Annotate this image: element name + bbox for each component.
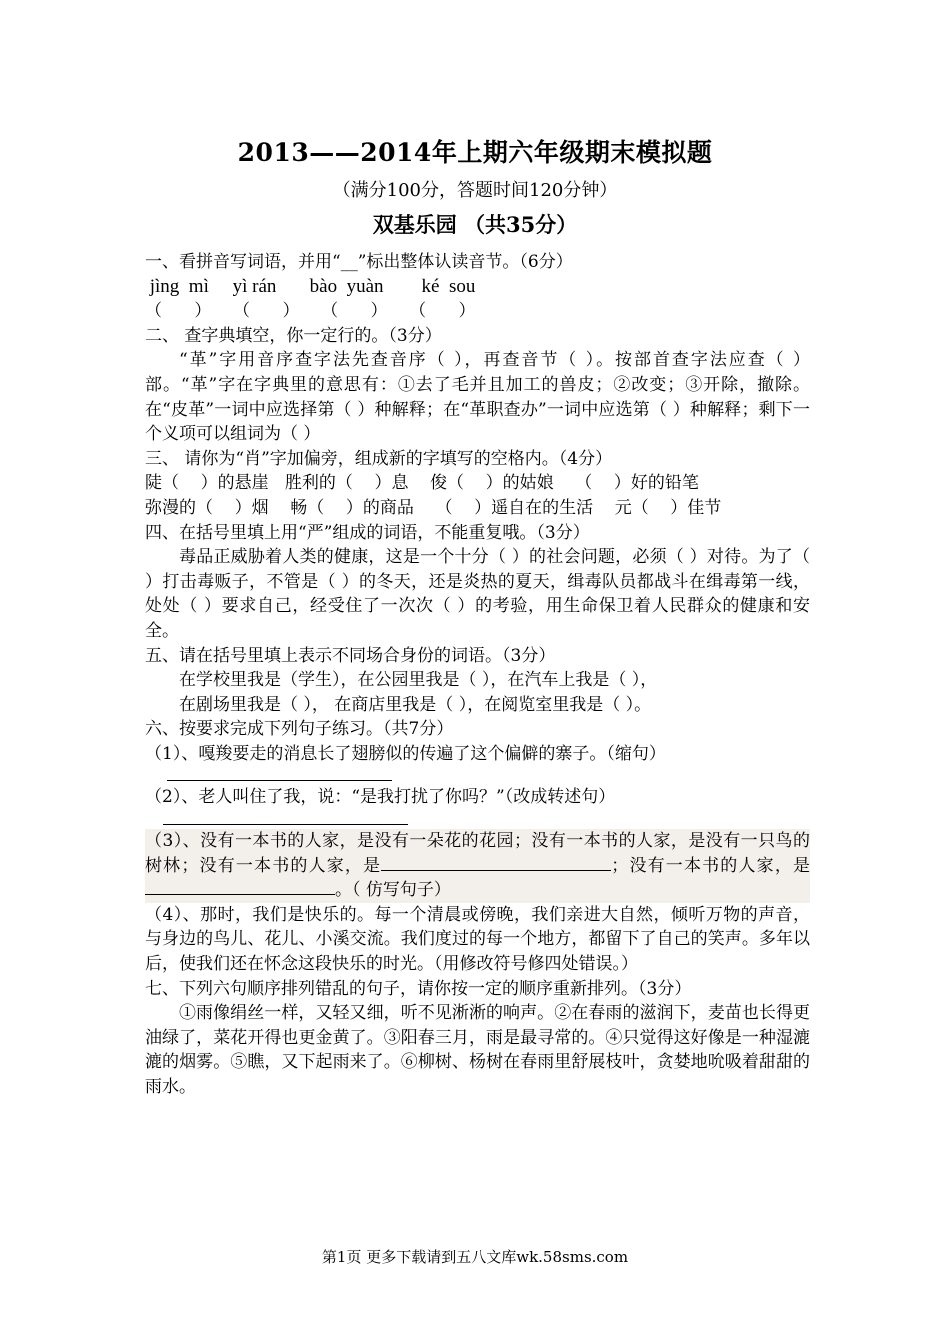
q6-answer-line-2[interactable]: [163, 810, 408, 825]
q6-fill-blank-1[interactable]: [381, 854, 611, 871]
q3-heading: 三、 请你为“肖”字加偏旁，组成新的字填写的空格内。（4分）: [145, 448, 613, 469]
q2-heading: 二、 查字典填空，你一定行的。（3分）: [145, 325, 442, 346]
q6-heading: 六、按要求完成下列句子练习。（共7分）: [145, 719, 454, 740]
q7-text: ①雨像绢丝一样，又轻又细，听不见淅淅的响声。②在春雨的滋润下，麦苗也长得更油绿了，菜花开得也更金黄了。③阳春三月，雨是最寻常的。④只觉得这好像是一种湿漉漉的烟雾。⑤瞧，又下起雨来了。⑥柳树、杨树在春雨里舒展枝叶，贪婪地吮吸着甜甜的雨水。: [145, 1003, 810, 1097]
q6-s3-part-c: 。（ 仿写句子）: [335, 880, 451, 901]
score-time-note: （满分100分，答题时间120分钟）: [332, 180, 618, 201]
page-title: 2013——2014年上期六年级期末模拟题: [237, 138, 713, 167]
q3-row-1: 陡（ ）的悬崖 胜利的（ ）息 俊（ ）的姑娘 （ ）好的铅笔: [145, 473, 699, 494]
q5-text-2: 在剧场里我是（ ）， 在商店里我是（ ），在阅览室里我是（ ）。: [179, 694, 652, 715]
page-footer: 第1页 更多下载请到五八文库wk.58sms.com: [321, 1248, 629, 1266]
q5-heading: 五、请在括号里填上表示不同场合身份的词语。（3分）: [145, 645, 556, 666]
q6-s3-part-a: （3）、没有一本书的人家，是没有一朵花的花园；没有一本书的人家，是没有一只鸟的树林；没有一本书的人家，是: [145, 831, 810, 876]
section-heading: 双基乐园 （共35分）: [372, 212, 578, 237]
q5-text-1: 在学校里我是（学生），在公园里我是（ ），在汽车上我是（ ），: [179, 670, 658, 691]
q6-fill-blank-2[interactable]: [145, 878, 335, 895]
q6-s3-part-b: ；没有一本书的人家，是: [611, 855, 811, 876]
q4-heading: 四、在括号里填上用“严”组成的词语，不能重复哦。（3分）: [145, 522, 590, 543]
q1-heading: 一、看拼音写词语，并用“__”标出整体认读音节。（6分）: [145, 252, 573, 272]
q7-heading: 七、下列六句顺序排列错乱的句子，请你按一定的顺序重新排列。（3分）: [145, 978, 692, 999]
q1-pinyin: jìng mì yì rán bào yuàn ké sou: [145, 275, 476, 297]
q4-text: 毒品正威胁着人类的健康，这是一个十分（ ）的社会问题，必须（ ）对待。为了（ ）打击毒贩子，不管是（ ）的冬天，还是炎热的夏天，缉毒队员都战斗在缉毒第一线，处处（ ）要求自己，经受住了一次次（ ）的考验，用生命保卫着人民群众的健康和安全。: [145, 547, 810, 641]
q6-answer-line-1[interactable]: [167, 766, 392, 781]
q6-sentence-4: （4）、那时，我们是快乐的。每一个清晨或傍晚，我们亲进大自然，倾听万物的声音，与身边的鸟儿、花儿、小溪交流。我们度过的每一个地方，都留下了自己的笑声。多年以后，使我们还在怀念这段快乐的时光。（用修改符号修四处错误。）: [145, 904, 810, 975]
q1-answer-blanks: （ ） （ ） （ ） （ ）: [145, 301, 476, 322]
q6-sentence-3: [145, 829, 810, 903]
question-body: [145, 250, 810, 1100]
q3-row-2: 弥漫的（ ）烟 畅（ ）的商品 （ ）遥自在的生活 元（ ）佳节: [145, 497, 722, 518]
q6-sentence-2: （2）、老人叫住了我，说：“是我打扰了你吗？”（改成转述句）: [145, 787, 616, 808]
q2-text: “革”字用音序查字法先查音序（ ），再查音节（ ）。按部首查字法应查（ ）部。“革”字在字典里的意思有：①去了毛并且加工的兽皮；②改变；③开除，撤除。在“皮革”一词中应选择第（ ）种解释；在“革职查办”一词中应选第（ ）种解释；剩下一个义项可以组词为（ ）: [145, 350, 810, 445]
q6-sentence-1: （1）、嘎羧要走的消息长了翅膀似的传遍了这个偏僻的寨子。（缩句）: [145, 743, 666, 764]
